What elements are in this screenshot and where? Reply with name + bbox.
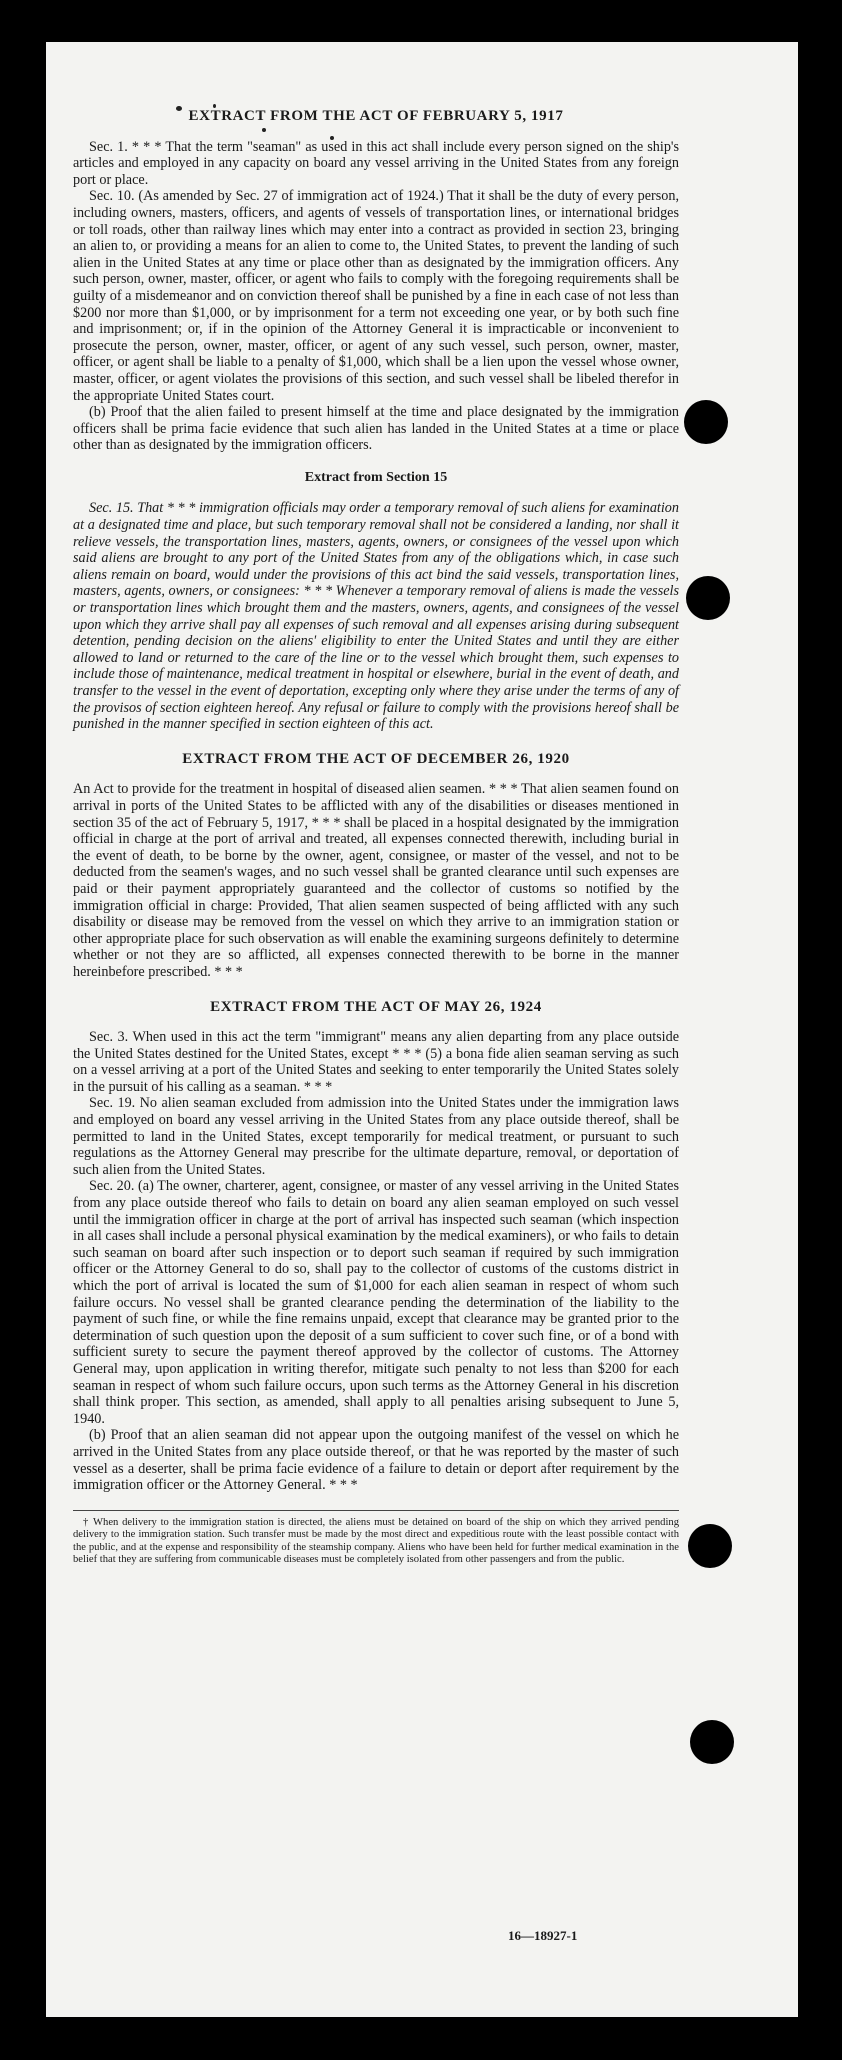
punch-hole: [684, 400, 728, 444]
document-text: [73, 108, 679, 1566]
paragraph-sec19: Sec. 19. No alien seaman excluded from admission into the United States under the immigration laws and employed on board any vessel arriving in the United States from any place outside thereof, shall be permitted to land in the United States, except temporarily for medical treatment, or pursuant to such regulations as the Attorney General may prescribe for the ultimate departure, removal, or deportation of such alien from the United States.: [73, 1095, 679, 1178]
punch-hole: [688, 1524, 732, 1568]
footnote-rule: [73, 1510, 679, 1511]
heading-act-1917: EXTRACT FROM THE ACT OF FEBRUARY 5, 1917: [188, 108, 564, 124]
footnote: † When delivery to the immigration station is directed, the aliens must be detained on board of the ship on which they arrived pending delivery to the immigration station. Such transfer must be made by the most direct and expeditious route with the least possible contact with the public, and at the expense and responsibility of the steamship company. Aliens who have been held for further medical examination in the belief that they are suffering from communicable diseases must be completely isolated from other passengers and from the public.: [73, 1516, 679, 1565]
form-number: 16—18927-1: [508, 1928, 578, 1943]
heading-act-1920: EXTRACT FROM THE ACT OF DECEMBER 26, 1920: [182, 750, 570, 767]
paragraph-proof-1924: (b) Proof that an alien seaman did not appear upon the outgoing manifest of the vessel on which he arrived in the United States from any place outside thereof, or that he was reported by the master of such vessel as a deserter, shall be prima facie evidence of a failure to detain or deport after requirement by the immigration officer or the Attorney General. * * *: [73, 1427, 679, 1494]
paragraph-sec3: Sec. 3. When used in this act the term "immigrant" means any alien departing from any place outside the United States destined for the United States, except * * * (5) a bona fide alien seaman serving as such on a vessel arriving at a port of the United States and seeking to enter temporarily the United States solely in the pursuit of his calling as a seaman. * * *: [73, 1029, 679, 1095]
subheading-section-15: Extract from Section 15: [304, 469, 448, 485]
punch-hole: [686, 576, 730, 620]
paragraph-proof-1917: (b) Proof that the alien failed to present himself at the time and place designated by the immigration officers shall be prima facie evidence that such alien has landed in the United States at a time or place other than as designated by the immigration officers.: [73, 404, 679, 454]
heading-act-1924: EXTRACT FROM THE ACT OF MAY 26, 1924: [210, 998, 542, 1015]
paragraph-sec15: Sec. 15. That * * * immigration officials may order a temporary removal of such aliens for examination at a designated time and place, but such temporary removal shall not be considered a landing, nor shall it relieve vessels, the transportation lines, masters, agents, owners, or consignees of the vessel upon which said aliens are brought to any port of the United States from any of the obligations which, in case such aliens remain on board, would under the provisions of this act bind the said vessels, transportation lines, masters, agents, owners, or consignees: * * * Whenever a temporary removal of aliens is made the vessels or transportation lines which brought them and the masters, owners, agents, and consignees of the vessel upon which they arrive shall pay all expenses of such removal and all expenses arising during subsequent detention, pending decision on the aliens' eligibility to enter the United States and until they are either allowed to land or returned to the care of the line or to the vessel which brought them, such expenses to include those of maintenance, medical treatment in hospital or elsewhere, burial in the event of death, and transfer to the vessel in the event of deportation, excepting only where they arise under the terms of any of the provisos of section eighteen hereof. Any refusal or failure to comply with the provisions hereof shall be punished in the manner specified in section eighteen of this act.: [73, 500, 679, 733]
paragraph-sec20: Sec. 20. (a) The owner, charterer, agent, consignee, or master of any vessel arriving in the United States from any place outside thereof who fails to detain on board any alien seaman employed on such vessel until the immigration officer in charge at the port of arrival has inspected such seaman (which inspection in all cases shall include a personal physical examination by the medical examiners), or who fails to detain such seaman on board after such inspection or to deport such seaman if required by such immigration officer or the Attorney General to do so, shall pay to the collector of customs of the customs district in which the port of arrival is located the sum of $1,000 for each alien seaman in respect of whom such failure occurs. No vessel shall be granted clearance pending the determination of the liability to the payment of such fine, or while the fine remains unpaid, except that clearance may be granted prior to the determination of such question upon the deposit of a sum sufficient to cover such fine, or of a bond with sufficient surety to secure the payment thereof approved by the collector of customs. The Attorney General may, upon application in writing therefor, mitigate such penalty to not less than $200 for each seaman in respect of whom such failure occurs, upon such terms as the Attorney General in his discretion shall think proper. This section, as amended, shall apply to all penalties arising subsequent to June 5, 1940.: [73, 1178, 679, 1427]
paragraph-1920: An Act to provide for the treatment in hospital of diseased alien seamen. * * * That alien seamen found on arrival in ports of the United States to be afflicted with any of the disabilities or diseases mentioned in section 35 of the act of February 5, 1917, * * * shall be placed in a hospital designated by the immigration official in charge at the port of arrival and treated, all expenses connected therewith, including burial in the event of death, to be borne by the owner, agent, consignee, or master of the vessel, and not to be deducted from the seamen's wages, and no such vessel shall be granted clearance until such expenses are paid or their payment appropriately guaranteed and the collector of customs so notified by the immigration official in charge: Provided, That alien seamen suspected of being afflicted with any such disability or disease may be removed from the vessel on which they arrive to an immigration station or other appropriate place for such observation as will enable the examining surgeons definitely to determine whether or not they are so afflicted, all expenses connected therewith to be borne in the manner hereinbefore prescribed. * * *: [73, 781, 679, 980]
punch-hole: [690, 1720, 734, 1764]
paragraph-sec1: Sec. 1. * * * That the term "seaman" as used in this act shall include every person signed on the ship's articles and employed in any capacity on board any vessel arriving in the United States from any foreign port or place.: [73, 138, 679, 188]
paragraph-sec10: Sec. 10. (As amended by Sec. 27 of immigration act of 1924.) That it shall be the duty of every person, including owners, masters, officers, and agents of vessels of transportation lines, or international bridges or toll roads, other than railway lines which may enter into a contract as provided in section 23, bringing an alien to, or providing a means for an alien to come to, the United States, to prevent the landing of such alien in the United States at any time or place other than as designated by the immigration officers. Any such person, owner, master, officer, or agent who fails to comply with the foregoing requirements shall be guilty of a misdemeanor and on conviction thereof shall be punished by a fine in each case of not less than $200 nor more than $1,000, or by imprisonment for a term not exceeding one year, or by both such fine and imprisonment; or, if in the opinion of the Attorney General it is impracticable or inconvenient to prosecute the person, owner, master, officer, or agent of any such vessel, such person, owner, master, officer, or agent shall be liable to a penalty of $1,000, which shall be a lien upon the vessel whose owner, master, officer, or agent violates the provisions of this section, and such vessel shall be libeled therefor in the appropriate United States court.: [73, 188, 679, 404]
